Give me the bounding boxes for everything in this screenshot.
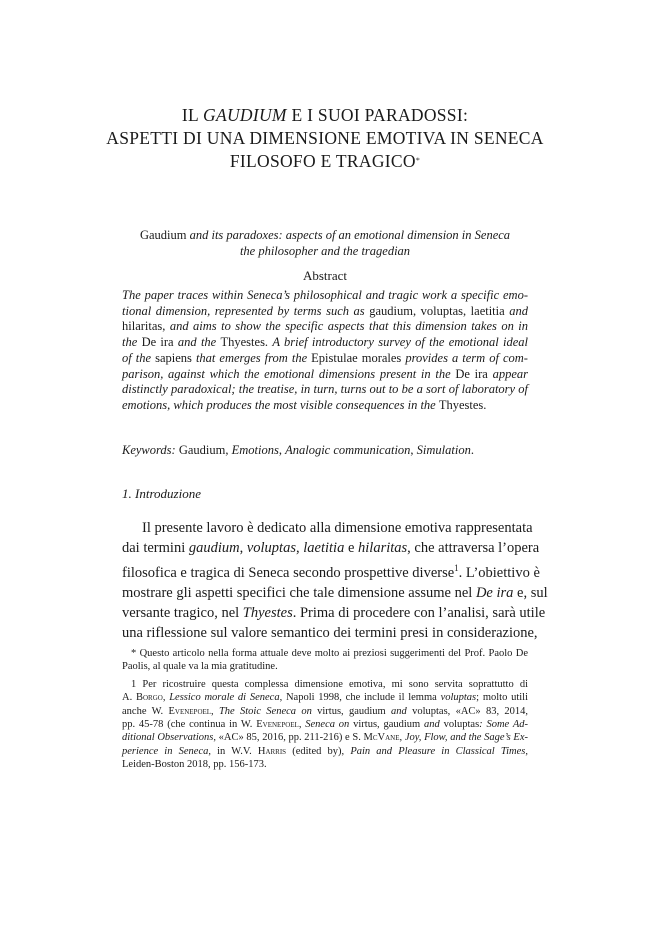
text-line	[122, 745, 528, 758]
article-title	[80, 104, 570, 173]
text-run: mostrare gli aspetti specifici che tale dimensione assume nel	[122, 584, 476, 601]
text-run: ; molto utili	[476, 692, 528, 704]
author-name: McVane	[363, 732, 400, 744]
text-line	[122, 518, 533, 538]
english-subtitle	[110, 227, 540, 259]
keyword-italic: Analogic communication	[285, 443, 411, 457]
text-run: , che attraversa l’opera	[407, 540, 540, 556]
footnote-ref: 1	[454, 563, 459, 573]
title-line-2: ASPETTI DI UNA DIMENSIONE EMOTIVA IN SENECA	[106, 128, 544, 148]
italic-text: and the	[177, 335, 221, 350]
text-run: e	[344, 540, 359, 556]
italic-text: appear	[492, 366, 528, 381]
text-run: dai termini	[122, 540, 189, 556]
subtitle-text: the philosopher and the tragedian	[239, 244, 411, 258]
text-run: pp. 45-78 (che continua in W.	[122, 719, 257, 731]
text-line	[122, 558, 540, 583]
text-run: virtus, gaudium	[311, 705, 392, 717]
title-text: E I SUOI PARADOSSI:	[286, 105, 469, 125]
text-line	[122, 758, 528, 771]
abstract-heading: Abstract	[302, 268, 348, 283]
text-run: virtus, gaudium	[349, 719, 425, 731]
italic-text: voluptas	[440, 692, 477, 704]
title-footnote-marker: *	[415, 156, 421, 165]
italic-text: tional dimension, represented by terms such as	[122, 303, 370, 318]
text-run: De ira	[141, 335, 178, 350]
subtitle-line-2	[110, 243, 540, 259]
italic-text: A brief introductory survey of the emotional ideal	[272, 335, 528, 350]
text-run: ,	[239, 540, 247, 556]
author-name: Evenepoel	[256, 719, 299, 731]
text-run: ,	[162, 692, 170, 704]
text-run: 1 Per ricostruire questa complessa dimensione emotiva, mi sono servita soprattutto di	[131, 678, 528, 690]
text-run: e, sul	[513, 584, 548, 601]
text-run: ,	[298, 719, 306, 731]
text-run: versante tragico, nel	[122, 604, 243, 621]
title-line-1	[80, 104, 570, 127]
text-run: ,	[211, 705, 219, 717]
text-run: Thyestes.	[438, 397, 487, 412]
text-run: * Questo articolo nella forma attuale deve molto ai preziosi suggerimenti del Prof. Paolo De	[131, 648, 528, 659]
text-run: ,	[525, 745, 528, 757]
title-text: IL	[181, 105, 204, 125]
italic-text: hilaritas	[358, 540, 408, 556]
text-run: . L’obiettivo è	[458, 564, 540, 581]
text-line	[122, 660, 528, 673]
keywords	[122, 442, 528, 458]
italic-text: Joy, Flow, and the Sage’s Ex-	[404, 732, 528, 744]
italic-text: and aims to show the specific aspects that this dimension takes on in	[169, 319, 528, 334]
text-run: ,	[295, 540, 304, 556]
text-line	[122, 705, 528, 718]
italic-text: distinctly paradoxical; the treatise, in turn, turns out to be a sort of laboratory of	[122, 382, 528, 397]
text-line	[122, 603, 546, 623]
text-line	[122, 382, 528, 398]
italic-text: ditional Observations	[122, 732, 214, 744]
text-line	[122, 367, 528, 383]
text-run: gaudium, voluptas, laetitia	[369, 303, 510, 318]
italic-text: : Some Ad-	[479, 719, 528, 731]
italic-text: The Stoic Seneca on	[218, 705, 312, 717]
text-run: ,	[399, 732, 405, 744]
keyword-italic: Keywords:	[122, 443, 179, 457]
text-run: , in W.V.	[208, 745, 258, 757]
italic-text: parison, against which the emotional dimensions present in the	[122, 366, 456, 381]
text-run: sapiens	[155, 350, 196, 365]
title-italic-term: GAUDIUM	[203, 105, 287, 125]
text-run: anche W.	[122, 705, 169, 717]
text-line	[122, 319, 528, 335]
italic-text: the	[122, 335, 142, 350]
footnote-star	[122, 647, 528, 674]
italic-text: and	[391, 705, 407, 717]
text-run: (edited by),	[286, 745, 351, 757]
italic-text: that emerges from the	[195, 350, 312, 365]
title-line-3	[80, 150, 570, 173]
italic-text: Pain and Pleasure in Classical Times	[350, 745, 526, 757]
italic-text: voluptas	[246, 540, 296, 556]
text-line	[122, 288, 528, 304]
text-run: Paolis, al quale va la mia gratitudine.	[122, 661, 278, 673]
keyword-italic: Emotions	[231, 443, 279, 457]
italic-text: emotions, which produces the most visible consequences in the	[122, 397, 439, 412]
italic-text: The paper traces within Seneca’s philosophical and tragic work a specific emo-	[122, 288, 528, 302]
text-run: voluptas, «AC» 83, 2014,	[406, 705, 529, 717]
keyword-text: ,	[278, 443, 286, 457]
subtitle-text: and its paradoxes: aspects of an emotional dimension in Seneca	[186, 228, 511, 242]
italic-text: laetitia	[303, 540, 345, 556]
author-name: Borgo	[135, 692, 163, 704]
text-run: filosofica e tragica di Seneca secondo prospettive diverse	[122, 564, 455, 581]
italic-text: De ira	[475, 584, 514, 601]
text-line	[122, 731, 528, 744]
text-run: hilaritas,	[122, 319, 170, 334]
italic-text: Lessico morale di Seneca	[169, 692, 280, 704]
text-line	[122, 351, 528, 367]
subtitle-line-1	[110, 227, 540, 243]
section-heading: 1. Introduzione	[122, 486, 201, 501]
italic-text: Seneca on	[305, 719, 350, 731]
footnote-1	[122, 678, 528, 772]
text-run: , Napoli 1998, che include il lemma	[279, 692, 441, 704]
text-line	[122, 583, 548, 603]
italic-text: and	[509, 303, 528, 318]
footnotes	[122, 647, 528, 772]
body-paragraph	[122, 518, 548, 643]
text-run: voluptas	[439, 719, 480, 731]
text-run: Epistulae morales	[311, 350, 406, 365]
text-run: . Prima di procedere con l’analisi, sarà utile	[292, 604, 546, 621]
text-run: Il presente lavoro è dedicato alla dimensione emotiva rappresentata	[142, 520, 533, 536]
keyword-text: Gaudium,	[178, 443, 232, 457]
author-name: Evenepoel	[168, 705, 212, 717]
text-line	[122, 678, 528, 691]
text-run: una riflessione sul valore semantico dei termini presi in considerazione,	[122, 624, 538, 641]
text-line	[122, 538, 540, 558]
text-run: De ira	[455, 366, 493, 381]
text-run: A.	[122, 692, 136, 704]
subtitle-term: Gaudium	[139, 228, 187, 242]
text-run: , «AC» 85, 2016, pp. 211-216) e S.	[213, 732, 364, 744]
keyword-italic: Simulation	[416, 443, 471, 457]
italic-text: and	[424, 719, 440, 731]
text-line	[122, 398, 528, 414]
text-line	[122, 691, 528, 704]
abstract-body	[122, 288, 528, 414]
text-line	[122, 647, 528, 660]
italic-text: Thyestes	[242, 604, 293, 621]
title-text: FILOSOFO E TRAGICO	[229, 151, 416, 171]
text-line	[122, 335, 528, 351]
text-run: Leiden-Boston 2018, pp. 156-173.	[122, 759, 267, 771]
text-line	[122, 718, 528, 731]
italic-text: perience in Seneca	[122, 745, 209, 757]
text-line	[122, 623, 538, 643]
italic-text: provides a term of com-	[405, 350, 528, 365]
italic-text: gaudium	[188, 540, 240, 556]
italic-text: of the	[122, 350, 156, 365]
text-run: Thyestes.	[220, 335, 273, 350]
text-line	[122, 304, 528, 320]
keyword-text: ,	[410, 443, 417, 457]
keyword-text: .	[470, 443, 474, 457]
author-name: Harris	[257, 745, 287, 757]
